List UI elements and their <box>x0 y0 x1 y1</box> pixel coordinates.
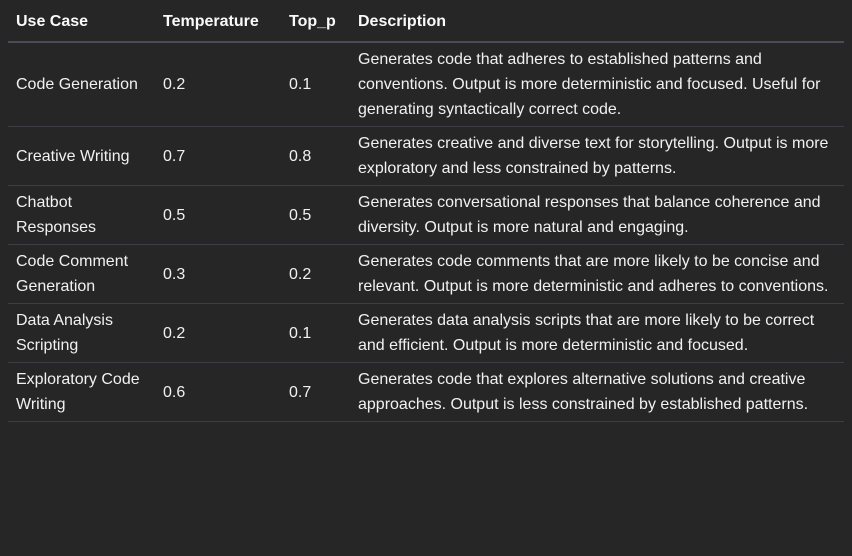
cell-top-p: 0.2 <box>289 245 358 304</box>
cell-description: Generates code that adheres to established patterns and conventions. Output is more deterministic and focused. Useful for generating syntactically correct code. <box>358 42 844 127</box>
cell-description: Generates creative and diverse text for storytelling. Output is more exploratory and less constrained by patterns. <box>358 127 844 186</box>
cell-description: Generates code that explores alternative solutions and creative approaches. Output is less constrained by established patterns. <box>358 363 844 422</box>
column-header-description: Description <box>358 0 844 42</box>
cell-use-case: Chatbot Responses <box>8 186 163 245</box>
cell-use-case: Exploratory Code Writing <box>8 363 163 422</box>
cell-temperature: 0.2 <box>163 304 289 363</box>
cell-temperature: 0.2 <box>163 42 289 127</box>
table-row-chatbot-responses <box>8 186 844 245</box>
cell-temperature: 0.3 <box>163 245 289 304</box>
table-row-exploratory-code-writing <box>8 363 844 422</box>
column-header-top-p: Top_p <box>289 0 358 42</box>
cell-top-p: 0.1 <box>289 304 358 363</box>
cell-use-case: Data Analysis Scripting <box>8 304 163 363</box>
cell-description: Generates conversational responses that balance coherence and diversity. Output is more natural and engaging. <box>358 186 844 245</box>
table-row-code-comment-generation <box>8 245 844 304</box>
cell-temperature: 0.7 <box>163 127 289 186</box>
cell-use-case: Code Comment Generation <box>8 245 163 304</box>
cell-use-case: Code Generation <box>8 42 163 127</box>
table-body <box>8 42 844 422</box>
cell-top-p: 0.7 <box>289 363 358 422</box>
table-row-code-generation <box>8 42 844 127</box>
cell-temperature: 0.6 <box>163 363 289 422</box>
sampling-parameters-table <box>8 0 844 422</box>
table-header <box>8 0 844 42</box>
cell-top-p: 0.5 <box>289 186 358 245</box>
cell-description: Generates code comments that are more likely to be concise and relevant. Output is more deterministic and adheres to conventions. <box>358 245 844 304</box>
table-row-data-analysis-scripting <box>8 304 844 363</box>
cell-top-p: 0.8 <box>289 127 358 186</box>
column-header-temperature: Temperature <box>163 0 289 42</box>
header-row <box>8 0 844 42</box>
cell-top-p: 0.1 <box>289 42 358 127</box>
cell-temperature: 0.5 <box>163 186 289 245</box>
cell-description: Generates data analysis scripts that are more likely to be correct and efficient. Output is more deterministic and focused. <box>358 304 844 363</box>
table-row-creative-writing <box>8 127 844 186</box>
cell-use-case: Creative Writing <box>8 127 163 186</box>
column-header-use-case: Use Case <box>8 0 163 42</box>
